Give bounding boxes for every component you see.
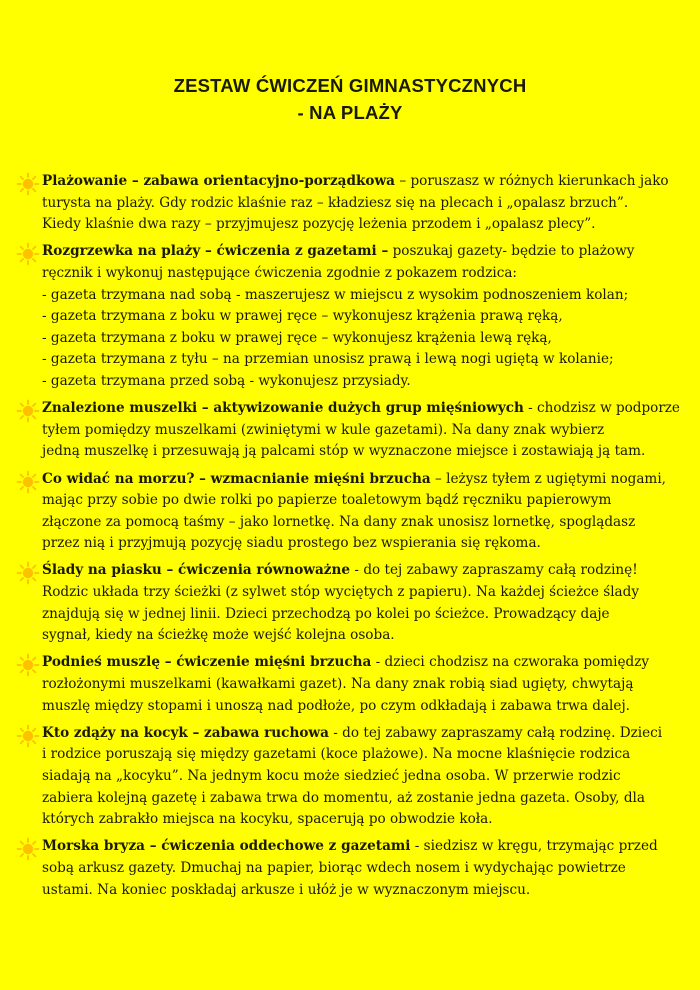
section-line — [42, 171, 680, 193]
section-line: rozłożonymi muszelkami (kawałkami gazet). Na dany znak robią siad ugięty, chwytają — [42, 676, 634, 693]
exercise-section — [16, 241, 680, 392]
exercise-section — [16, 652, 680, 717]
sun-icon — [16, 172, 40, 196]
section-line: siadają na „kocyku”. Na jednym kocu może siedzieć jedna osoba. W przerwie rodzic — [42, 768, 621, 784]
section-line: - gazeta trzymana z boku w prawej ręce – wykonujesz krążenia prawą ręką, — [42, 308, 563, 325]
sun-icon — [16, 399, 40, 423]
section-text: – poruszasz w różnych kierunkach jako — [395, 173, 669, 189]
exercise-section — [16, 469, 680, 555]
title-line-1: ZESTAW ĆWICZEŃ GIMNASTYCZNYCH — [173, 75, 527, 96]
section-text: – leżysz tyłem z ugiętymi nogami, — [430, 470, 666, 487]
section-heading: Kto zdąży na kocyk – zabawa ruchowa — [42, 724, 329, 741]
exercise-section — [16, 398, 680, 463]
exercise-list — [16, 171, 680, 907]
section-line — [42, 398, 678, 420]
section-line — [42, 469, 680, 491]
sun-icon — [16, 242, 40, 266]
exercise-section — [16, 560, 680, 646]
section-line — [42, 241, 680, 263]
section-line: mając przy sobie po dwie rolki po papierze toaletowym bądź ręczniku papierowym — [42, 492, 612, 509]
section-line: znajdują się w jednej linii. Dzieci przechodzą po kolei po ścieżce. Prowadzący daje — [42, 605, 610, 622]
section-line: jedną muszelkę i przesuwają ją palcami stóp w wyznaczone miejsce i zostawiają ją tam. — [42, 443, 646, 460]
section-line: Kiedy klaśnie dwa razy – przyjmujesz pozycję leżenia przodem i „opalasz plecy”. — [42, 216, 596, 233]
page-title — [0, 72, 700, 126]
sun-icon — [16, 837, 40, 861]
exercise-section — [16, 723, 680, 831]
section-line — [42, 652, 680, 674]
section-line: - gazeta trzymana z boku w prawej ręce – wykonujesz krążenia lewą ręką, — [42, 329, 552, 346]
section-heading: Plażowanie – zabawa orientacyjno-porządkowa — [42, 173, 395, 189]
sun-icon — [16, 561, 40, 585]
section-text: poszukaj gazety- będzie to plażowy — [388, 243, 635, 260]
section-line: sobą arkusz gazety. Dmuchaj na papier, biorąc wdech nosem i wydychając powietrze — [42, 859, 626, 876]
sun-icon — [16, 724, 40, 748]
section-line: których zabrakło miejsca na kocyku, spacerują po obwodzie koła. — [42, 811, 493, 828]
exercise-section — [16, 171, 680, 236]
section-line: i rodzice poruszają się między gazetami (koce plażowe). Na mocne klaśnięcie rodzica — [42, 746, 631, 763]
sun-icon — [16, 653, 40, 677]
section-line: turysta na plaży. Gdy rodzic klaśnie raz – kładziesz się na plecach i „opalasz brzuch”. — [42, 194, 629, 211]
exercise-section — [16, 836, 680, 901]
section-line: muszlę między stopami i unoszą nad podłoże, po czym odkładają i zabawa trwa dalej. — [42, 697, 630, 714]
section-heading: Ślady na piasku – ćwiczenia równoważne — [42, 562, 351, 579]
section-heading: Rozgrzewka na plaży – ćwiczenia z gazetami – — [42, 243, 389, 260]
section-line: - gazeta trzymana nad sobą - maszerujesz w miejscu z wysokim podnoszeniem kolan; — [42, 286, 629, 303]
section-line — [42, 723, 680, 745]
section-line: złączone za pomocą taśmy – jako lornetkę. Na dany znak unosisz lornetkę, spoglądasz — [42, 513, 636, 530]
section-heading: Podnieś muszlę – ćwiczenie mięśni brzucha — [42, 654, 372, 671]
section-text: - siedzisz w kręgu, trzymając przed — [410, 838, 658, 855]
section-heading: Co widać na morzu? – wzmacnianie mięśni brzucha — [42, 470, 431, 487]
section-line: przez nią i przyjmują pozycję siadu prostego bez wspierania się rękoma. — [42, 535, 541, 552]
section-line — [42, 836, 680, 858]
section-line: ustami. Na koniec poskładaj arkusze i ułóż je w wyznaczonym miejscu. — [42, 881, 531, 898]
title-line-2: - NA PLAŻY — [297, 102, 403, 123]
section-line — [42, 560, 680, 582]
section-line: ręcznik i wykonuj następujące ćwiczenia zgodnie z pokazem rodzica: — [42, 264, 518, 281]
section-line: Rodzic układa trzy ścieżki (z sylwet stóp wyciętych z papieru). Na każdej ścieżce ślady — [42, 584, 640, 601]
section-heading: Morska bryza – ćwiczenia oddechowe z gazetami — [42, 838, 411, 855]
section-text: - chodzisz w podporze — [523, 400, 680, 417]
section-line: zabiera kolejną gazetę i zabawa trwa do momentu, aż zostanie jedna gazeta. Osoby, dla — [42, 789, 645, 806]
section-line: tyłem pomiędzy muszelkami (zwiniętymi w kule gazetami). Na dany znak wybierz — [42, 421, 605, 438]
section-line: - gazeta trzymana przed sobą - wykonujesz przysiady. — [42, 372, 411, 389]
section-text: - do tej zabawy zapraszamy całą rodzinę. Dzieci — [328, 724, 663, 741]
section-heading: Znalezione muszelki – aktywizowanie dużych grup mięśniowych — [42, 400, 524, 417]
section-text: - do tej zabawy zapraszamy całą rodzinę! — [350, 562, 638, 579]
section-line: - gazeta trzymana z tyłu – na przemian unosisz prawą i lewą nogi ugiętą w kolanie; — [42, 351, 614, 368]
sun-icon — [16, 470, 40, 494]
section-line: sygnał, kiedy na ścieżkę może wejść kolejna osoba. — [42, 627, 395, 644]
section-text: - dzieci chodzisz na czworaka pomiędzy — [371, 654, 650, 671]
